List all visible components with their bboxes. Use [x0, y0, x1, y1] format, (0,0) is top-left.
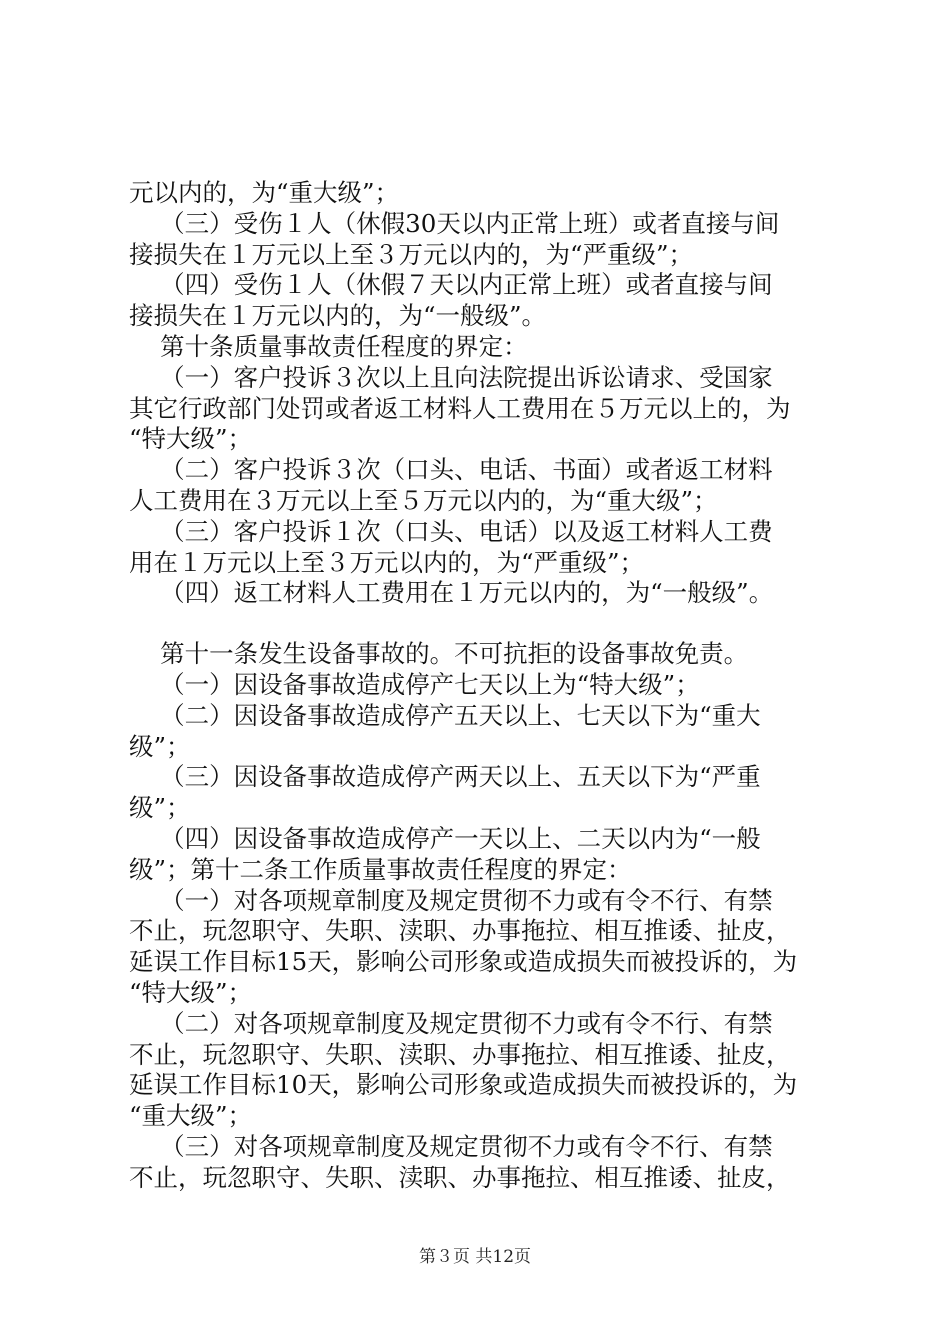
text-line: （一）客户投诉３次以上且向法院提出诉讼请求、受国家: [129, 362, 773, 392]
text-line: 级”；: [129, 731, 191, 761]
text-line: （一）因设备事故造成停产七天以上为“特大级”；: [129, 669, 700, 699]
text-line: （二）客户投诉３次（口头、电话、书面）或者返工材料: [129, 455, 773, 485]
document-body: [129, 178, 869, 1194]
text-line: 延误工作目标15天，影响公司形象或造成损失而被投诉的，为: [129, 947, 798, 977]
text-line: “特大级”；: [129, 424, 253, 454]
paragraph-gap: [129, 609, 869, 639]
text-line: 延误工作目标10天，影响公司形象或造成损失而被投诉的，为: [129, 1070, 798, 1100]
text-line: （三）客户投诉１次（口头、电话）以及返工材料人工费: [129, 516, 773, 546]
text-line: （四）返工材料人工费用在１万元以内的，为“一般级”。: [129, 578, 774, 608]
text-line: （二）因设备事故造成停产五天以上、七天以下为“重大: [129, 700, 761, 730]
text-line: （三）因设备事故造成停产两天以上、五天以下为“严重: [129, 762, 761, 792]
text-line: 第十一条发生设备事故的。不可抗拒的设备事故免责。: [129, 639, 749, 669]
text-line: （二）对各项规章制度及规定贯彻不力或有令不行、有禁: [129, 1008, 773, 1038]
text-line: 不止，玩忽职守、失职、渎职、办事拖拉、相互推诿、扯皮，: [129, 916, 791, 946]
text-line: 不止，玩忽职守、失职、渎职、办事拖拉、相互推诿、扯皮，: [129, 1039, 791, 1069]
text-line: （四）受伤１人（休假７天以内正常上班）或者直接与间: [129, 270, 773, 300]
text-line: （三）对各项规章制度及规定贯彻不力或有令不行、有禁: [129, 1131, 773, 1161]
page-number-footer: 第３页 共12页: [418, 1247, 532, 1267]
text-line: “重大级”；: [129, 1101, 253, 1131]
text-line: 接损失在１万元以内的，为“一般级”。: [129, 301, 547, 331]
text-line: 其它行政部门处罚或者返工材料人工费用在５万元以上的，为: [129, 393, 791, 423]
text-line: 级”；第十二条工作质量事故责任程度的界定：: [129, 854, 632, 884]
text-line: （三）受伤１人（休假30天以内正常上班）或者直接与间: [129, 208, 780, 238]
text-line: “特大级”；: [129, 977, 253, 1007]
text-line: （四）因设备事故造成停产一天以上、二天以内为“一般: [129, 823, 761, 853]
text-line: （一）对各项规章制度及规定贯彻不力或有令不行、有禁: [129, 885, 773, 915]
text-line: 不止，玩忽职守、失职、渎职、办事拖拉、相互推诿、扯皮，: [129, 1162, 791, 1192]
text-line: 用在１万元以上至３万元以内的，为“严重级”；: [129, 547, 645, 577]
text-line: 级”；: [129, 793, 191, 823]
text-line: 第十条质量事故责任程度的界定：: [129, 331, 528, 361]
text-line: 元以内的，为“重大级”；: [129, 178, 400, 207]
text-line: 人工费用在３万元以上至５万元以内的，为“重大级”；: [129, 485, 718, 515]
text-line: 接损失在１万元以上至３万元以内的，为“严重级”；: [129, 239, 694, 269]
